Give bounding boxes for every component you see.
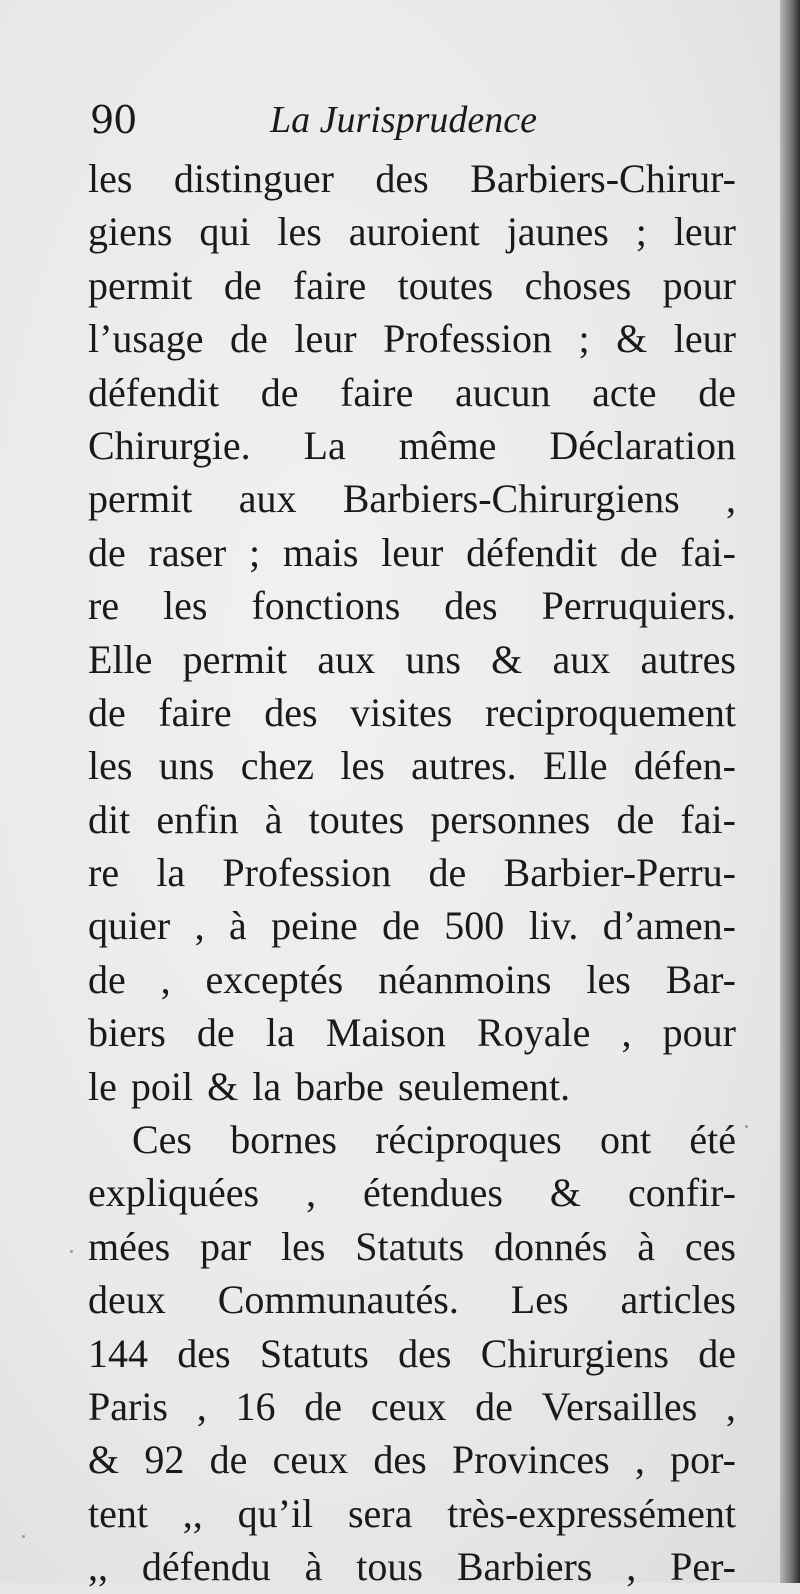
body-text (88, 152, 736, 1594)
text-line: quier , à peine de 500 liv. d’amen- (88, 903, 736, 949)
page-number: 90 (90, 98, 137, 142)
text-line: deux Communautés. Les articles (88, 1277, 736, 1323)
page-speck (745, 1125, 748, 1128)
text-line: de raser ; mais leur défendit de fai- (88, 529, 736, 575)
text-line: re les fonctions des Perruquiers. (88, 583, 736, 629)
text-line: 144 des Statuts des Chirurgiens de (88, 1330, 736, 1376)
text-line: de , exceptés néanmoins les Bar- (88, 956, 736, 1002)
text-line: Chirurgie. La même Déclaration (88, 422, 736, 468)
text-line: & 92 de ceux des Provinces , por- (88, 1437, 736, 1483)
text-line: ,, défendu à tous Barbiers , Per- (88, 1544, 736, 1590)
text-line: permit aux Barbiers-Chirurgiens , (88, 476, 736, 522)
text-line: Paris , 16 de ceux de Versailles , (88, 1383, 736, 1429)
text-line: giens qui les auroient jaunes ; leur (88, 209, 736, 255)
paragraph (88, 1113, 736, 1594)
text-line: de faire des visites reciproquement (88, 689, 736, 735)
text-line: biers de la Maison Royale , pour (88, 1010, 736, 1056)
text-line: dit enfin à toutes personnes de fai- (88, 796, 736, 842)
running-title: La Jurisprudence (270, 99, 538, 141)
text-line: re la Profession de Barbier-Perru- (88, 850, 736, 896)
text-line: les uns chez les autres. Elle défen- (88, 743, 736, 789)
page-header (90, 92, 730, 152)
text-line: le poil & la barbe seulement. (88, 1063, 571, 1109)
text-line: permit de faire toutes choses pour (88, 262, 736, 308)
page-edge-shadow (780, 0, 800, 1583)
text-line: Elle permit aux uns & aux autres (88, 636, 736, 682)
text-line: les distinguer des Barbiers-Chirur- (88, 156, 736, 201)
text-line: défendit de faire aucun acte de (88, 369, 736, 415)
text-line: expliquées , étendues & confir- (88, 1170, 736, 1216)
text-line: tent ,, qu’il sera très-expressément (88, 1490, 736, 1536)
text-line: l’usage de leur Profession ; & leur (88, 316, 736, 362)
paragraph (88, 152, 736, 1113)
text-line: Ces bornes réciproques ont été (132, 1117, 736, 1163)
page-speck (70, 1250, 73, 1253)
text-line: mées par les Statuts donnés à ces (88, 1223, 736, 1269)
page-speck (22, 1535, 25, 1538)
